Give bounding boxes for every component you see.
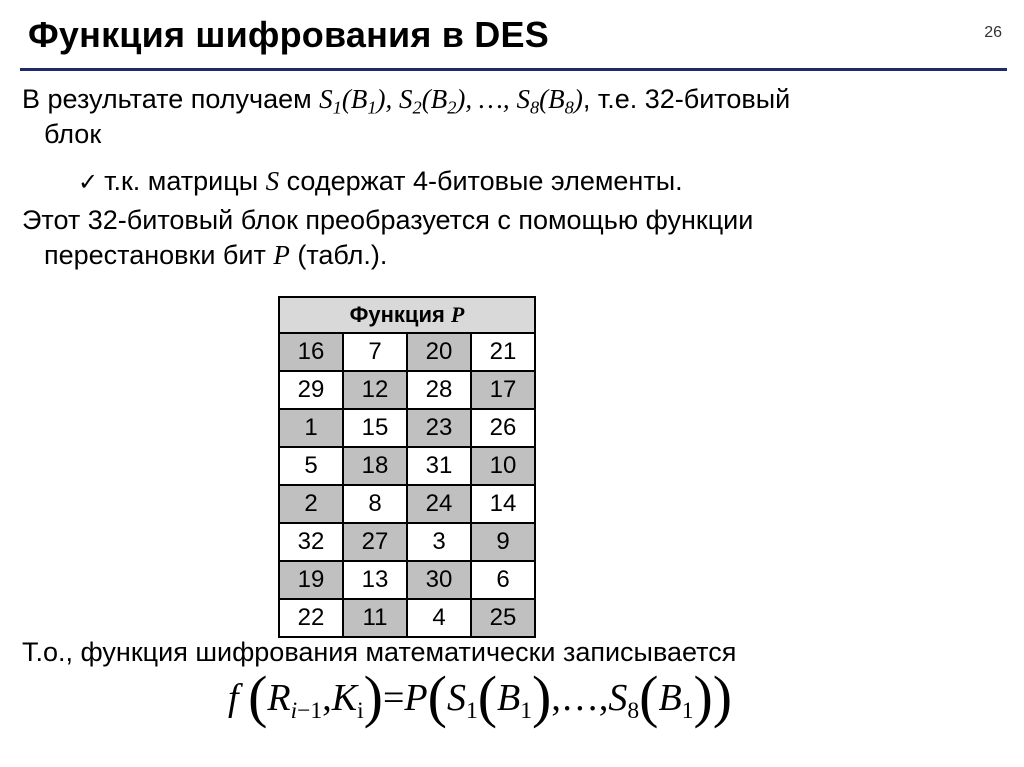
table-cell: 12 <box>343 371 407 409</box>
table-cell: 27 <box>343 523 407 561</box>
checkmark-icon: ✓ <box>78 168 99 196</box>
encryption-function-formula: f $(R_{i-1},K_i)=P(S_1(B_1),\dots,S_8(B_1))$ <box>228 664 733 729</box>
table-row <box>279 599 535 637</box>
table-cell: 20 <box>407 333 471 371</box>
table-cell: 13 <box>343 561 407 599</box>
table-cell: 24 <box>407 485 471 523</box>
table-cell: 22 <box>279 599 343 637</box>
table-cell: 15 <box>343 409 407 447</box>
table-cell: 5 <box>279 447 343 485</box>
table-cell: 29 <box>279 371 343 409</box>
table-cell: 11 <box>343 599 407 637</box>
table-cell: 30 <box>407 561 471 599</box>
table-cell: 23 <box>407 409 471 447</box>
paragraph-result-line2: блок <box>44 119 102 149</box>
s-sequence-formula: $S_1(B_1)$, $S_2(B_2)$, …, $S_8(B_8)$ <box>319 84 583 118</box>
table-row <box>279 485 535 523</box>
table-cell: 28 <box>407 371 471 409</box>
bullet-symbol: S <box>265 166 280 196</box>
permutation-symbol: P <box>273 240 290 270</box>
page-number: 26 <box>984 24 1002 41</box>
table-cell: 4 <box>407 599 471 637</box>
table-row <box>279 447 535 485</box>
table-cell: 14 <box>471 485 535 523</box>
table-row <box>279 409 535 447</box>
paragraph-permutation: Этот 32-битовый блок преобразуется с помощью функции перестановки бит P (табл.). <box>22 205 754 270</box>
table-cell: 32 <box>279 523 343 561</box>
title-underline <box>20 68 1007 71</box>
paragraph-result-line1: В результате получаем $S_1(B_1)$, $S_2(B_2)$, …, $S_8(B_8)$, т.е. 32-битовый <box>22 84 791 118</box>
table-cell: 8 <box>343 485 407 523</box>
table-row <box>279 333 535 371</box>
table-cell: 2 <box>279 485 343 523</box>
table-cell: 7 <box>343 333 407 371</box>
table-cell: 25 <box>471 599 535 637</box>
table-cell: 17 <box>471 371 535 409</box>
table-cell: 3 <box>407 523 471 561</box>
permutation-table <box>278 296 536 638</box>
table-cell: 10 <box>471 447 535 485</box>
table-cell: 19 <box>279 561 343 599</box>
table-row <box>279 523 535 561</box>
table-row <box>279 371 535 409</box>
table-cell: 9 <box>471 523 535 561</box>
conclusion-text: Т.о., функция шифрования математически записывается <box>22 637 737 667</box>
table-cell: 26 <box>471 409 535 447</box>
table-row <box>279 561 535 599</box>
table-cell: 16 <box>279 333 343 371</box>
bullet-note: ✓ т.к. матрицы S содержат 4-битовые элементы. <box>78 166 683 196</box>
table-header: Функция P <box>279 297 535 333</box>
table-cell: 6 <box>471 561 535 599</box>
slide-title: Функция шифрования в DES <box>28 14 549 55</box>
paragraph-result <box>22 82 790 152</box>
table-cell: 31 <box>407 447 471 485</box>
table-cell: 21 <box>471 333 535 371</box>
table-cell: 1 <box>279 409 343 447</box>
table-cell: 18 <box>343 447 407 485</box>
